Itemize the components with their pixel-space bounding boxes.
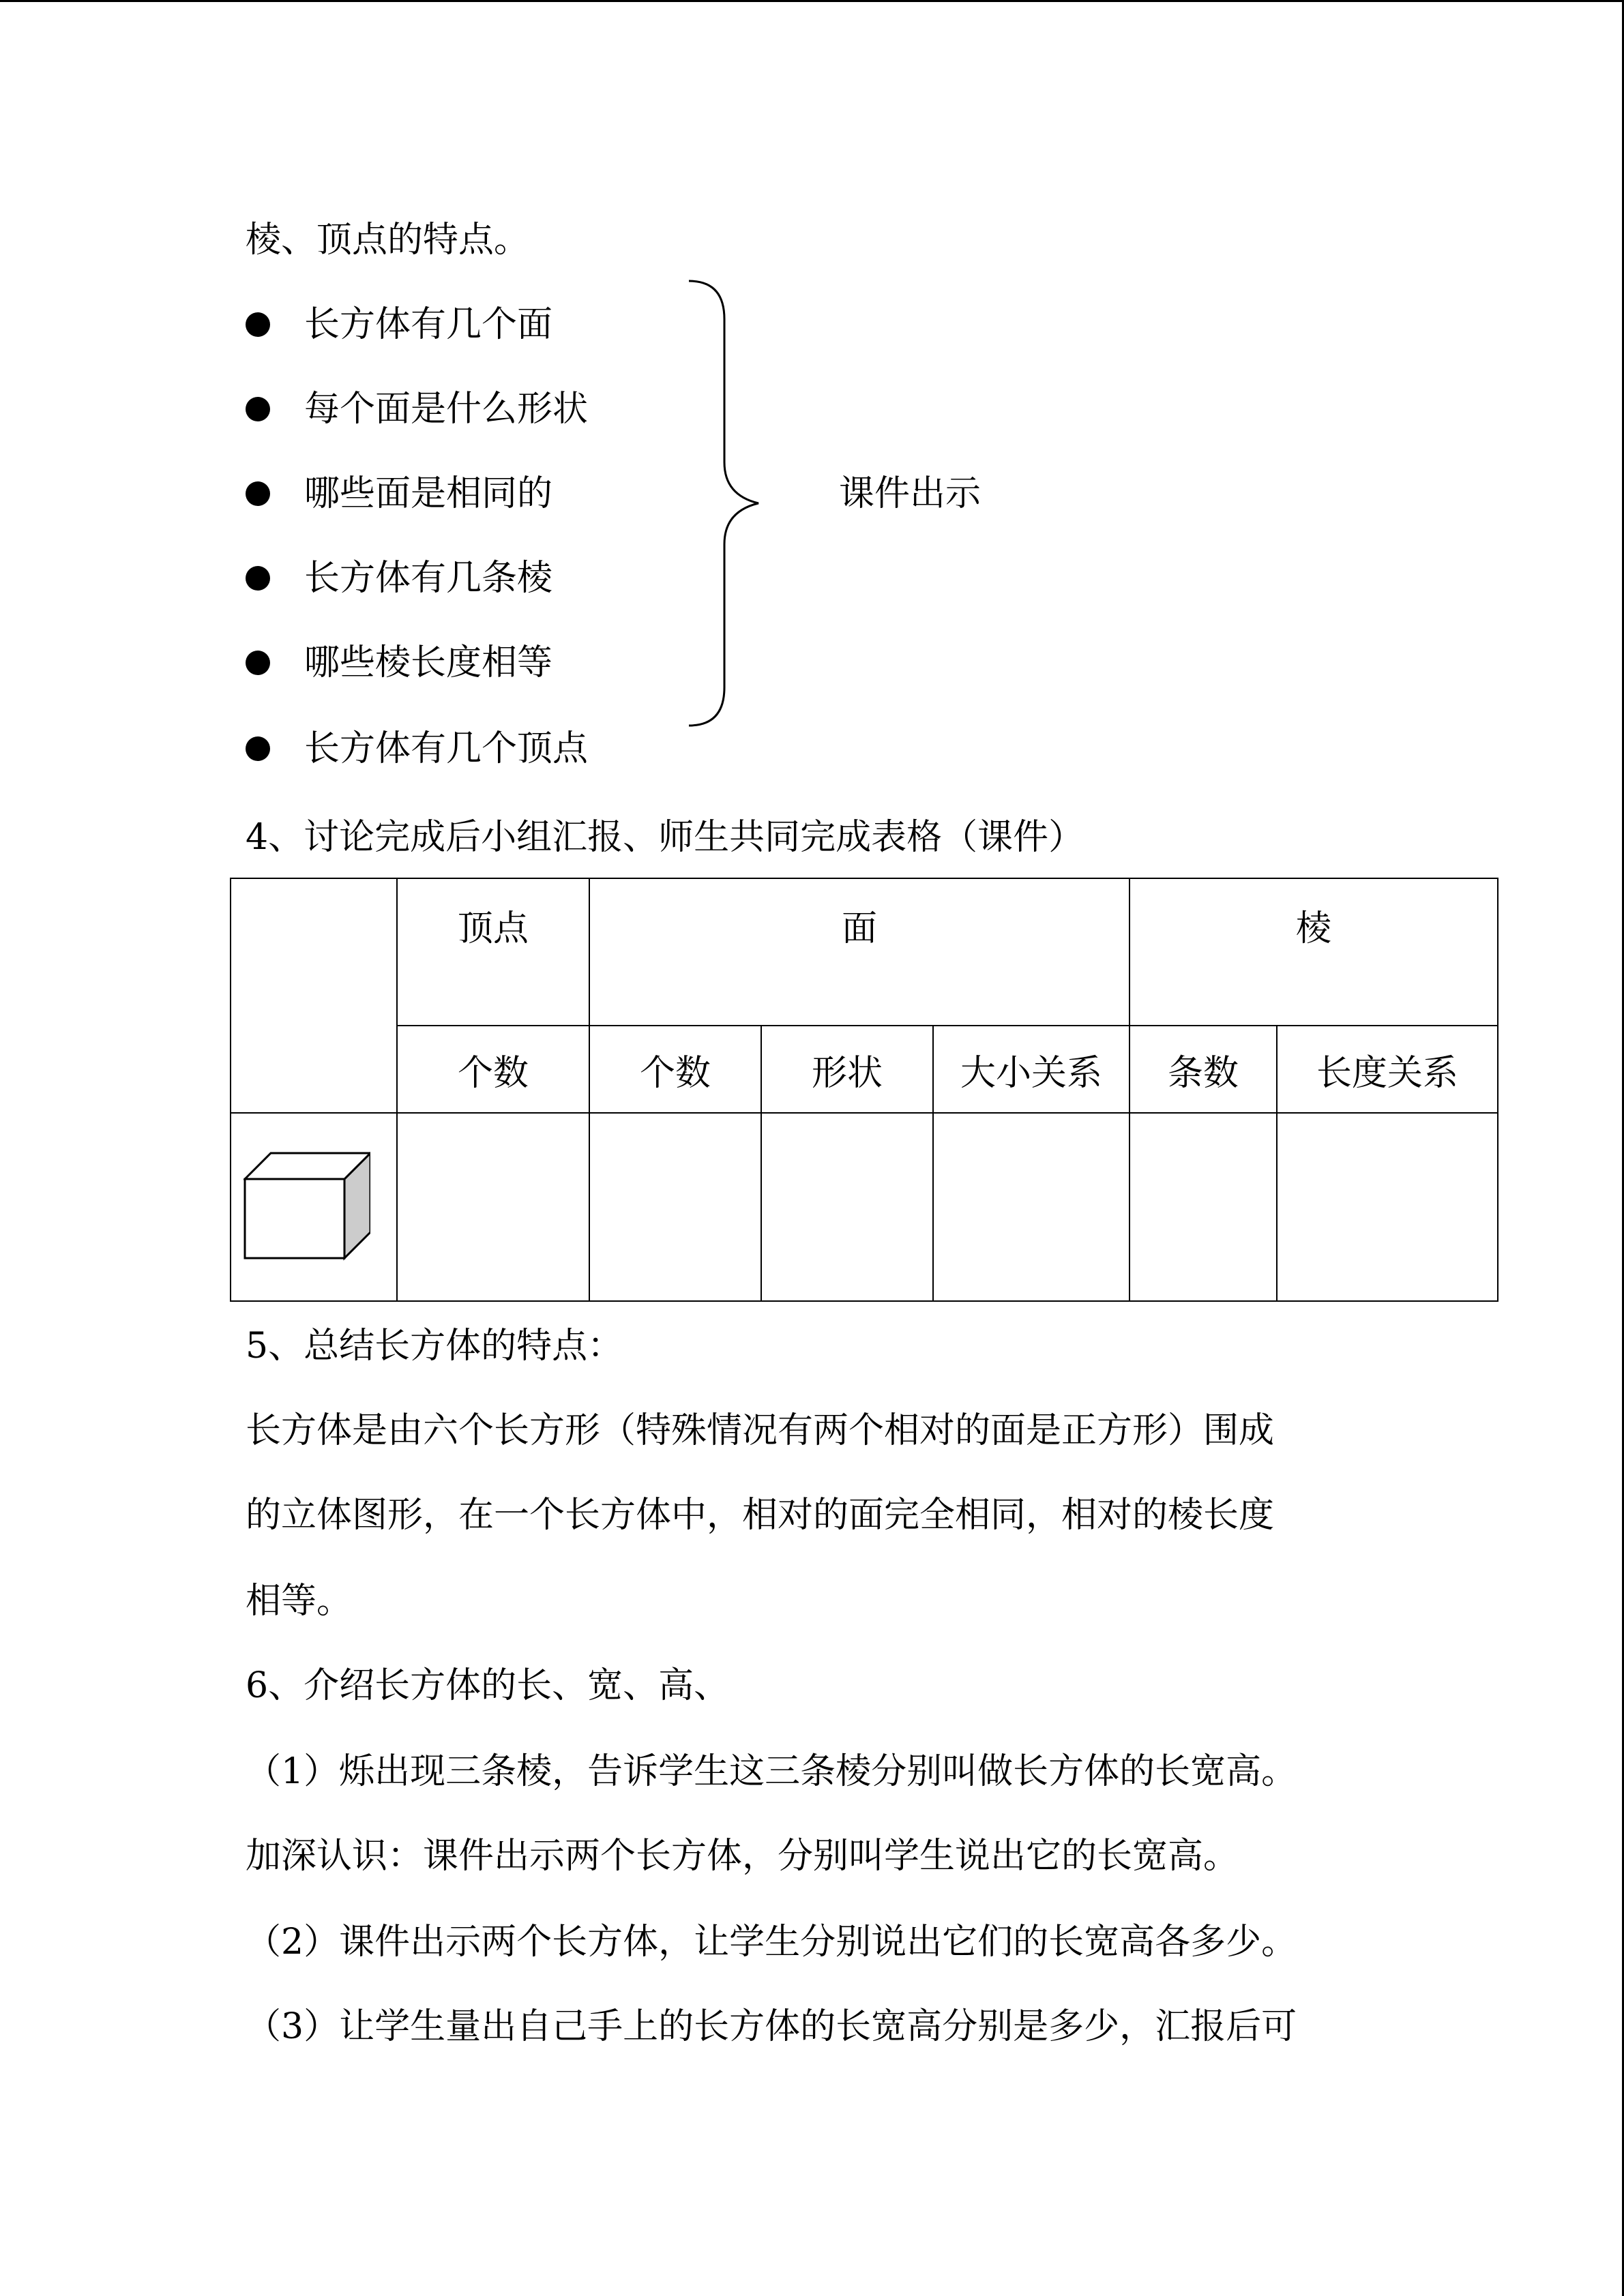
right-curly-brace-icon [682,278,771,728]
bullet-dot-icon [246,397,270,421]
brace-label: 课件出示 [839,473,981,514]
bullet-text: 每个面是什么形状 [304,389,589,430]
blank-edge-count[interactable] [1130,1113,1277,1301]
substep-3: （3）让学生量出自己手上的长方体的长宽高分别是多少，汇报后可 [246,2006,1297,2047]
deepen-line: 加深认识：课件出示两个长方体，分别叫学生说出它的长宽高。 [246,1836,1239,1877]
page-top-border [0,0,1624,2]
blank-vertex-count[interactable] [397,1113,589,1301]
header-edge: 棱 [1130,878,1498,1026]
intro-line: 棱、顶点的特点。 [246,220,530,260]
cuboid-figure-cell [231,1113,397,1301]
subheader-face-size: 大小关系 [933,1026,1130,1113]
table-data-row [231,1113,1498,1301]
subheader-face-shape: 形状 [761,1026,933,1113]
summary-line: 长方体是由六个长方形（特殊情况有两个相对的面是正方形）围成 [246,1410,1275,1451]
bullet-dot-icon [246,481,270,506]
cuboid-feature-table [230,878,1498,1302]
bullet-dot-icon [246,651,270,675]
table-subheader-row [231,1026,1498,1113]
step-4-heading: 4、讨论完成后小组汇报、师生共同完成表格（课件） [246,817,1084,858]
subheader-vertex-count: 个数 [397,1026,589,1113]
bullet-text: 长方体有几条棱 [304,558,553,599]
subheader-edge-length: 长度关系 [1277,1026,1498,1113]
bullet-dot-icon [246,736,270,761]
header-vertex: 顶点 [397,878,589,1026]
bullet-text: 哪些面是相同的 [304,473,553,514]
blank-face-size[interactable] [933,1113,1130,1301]
blank-edge-length[interactable] [1277,1113,1498,1301]
bullet-text: 长方体有几个面 [304,304,553,345]
bullet-text: 哪些棱长度相等 [304,642,553,683]
bullet-dot-icon [246,566,270,591]
substep-2: （2）课件出示两个长方体，让学生分别说出它们的长宽高各多少。 [246,1922,1297,1963]
bullet-dot-icon [246,312,270,337]
table-header-row [231,878,1498,1026]
summary-line: 的立体图形，在一个长方体中，相对的面完全相同，相对的棱长度 [246,1495,1275,1536]
step-6-heading: 6、介绍长方体的长、宽、高、 [246,1665,730,1706]
subheader-edge-count: 条数 [1130,1026,1277,1113]
blank-face-shape[interactable] [761,1113,933,1301]
table-corner-cell [231,878,397,1113]
cuboid-icon [243,1152,370,1265]
substep-1: （1）烁出现三条棱，告诉学生这三条棱分别叫做长方体的长宽高。 [246,1751,1297,1792]
header-face: 面 [589,878,1130,1026]
summary-line: 相等。 [246,1581,353,1622]
subheader-face-count: 个数 [589,1026,761,1113]
bullet-text: 长方体有几个顶点 [304,728,589,769]
blank-face-count[interactable] [589,1113,761,1301]
step-5-heading: 5、总结长方体的特点： [246,1326,623,1367]
